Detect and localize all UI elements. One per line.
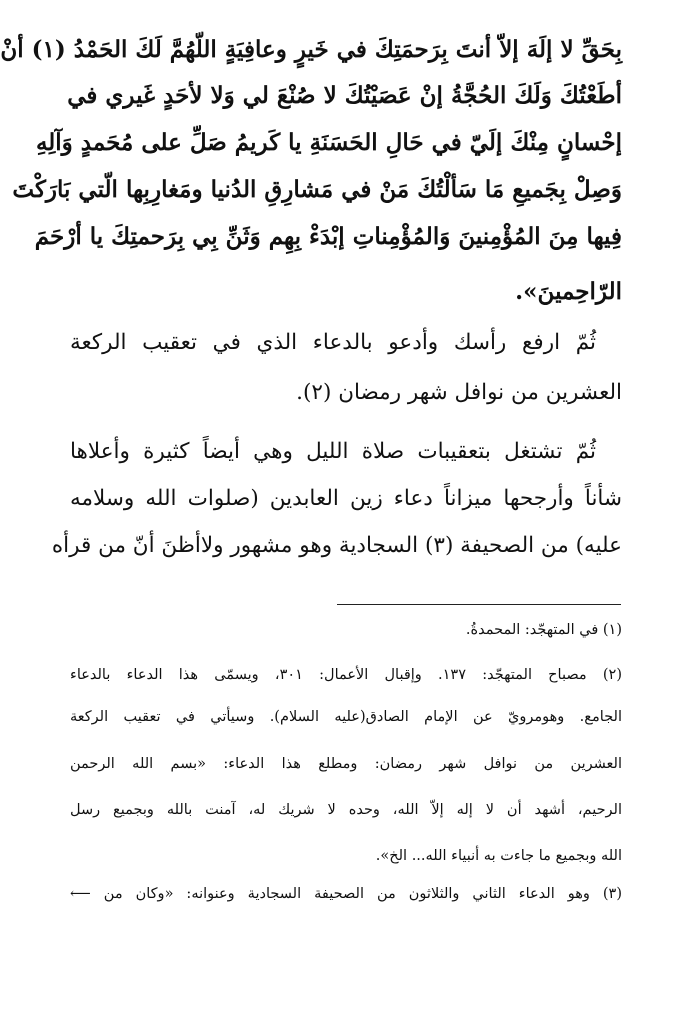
dua-line-1: بِحَقِّ لا إلَهَ إلاّ أنتَ بِرَحمَتِكَ في خَيرٍ وعافِيَةٍ اللّهُمَّ لَكَ الحَمْدُ (١) أنْ: [0, 36, 622, 63]
paragraph-1-line-2: العشرين من نوافل شهر رمضان (٢).: [296, 380, 622, 405]
paragraph-2-line-2: شأناً وأرجحها ميزاناً دعاء زين العابدين (صلوات الله وسلامه: [70, 486, 622, 511]
footnote-2-line-2: الجامع. وهومرويّ عن الإمام الصادق(عليه السلام). وسيأتي في تعقيب الركعة: [70, 709, 622, 725]
footnote-2-line-3: العشرين من نوافل شهر رمضان: ومطلع هذا الدعاء: «بسم الله الرحمن: [70, 756, 622, 772]
paragraph-2-line-3: عليه) من الصحيفة (٣) السجادية وهو مشهور ولاأظنَ أنّ من قرأه: [51, 533, 622, 558]
dua-line-4: وَصِلْ بِجَميعِ مَا سَألْتُكَ مَنْ في مَشارِقِ الدُنيا ومَغارِبِها الّتي بَارَكْتَ: [12, 176, 622, 203]
paragraph-1-line-1: ثُمّ ارفع رأسك وأدعو بالدعاء الذي في تعقيب الركعة: [70, 330, 596, 355]
paragraph-2-line-1: ثُمّ تشتغل بتعقيبات صلاة الليل وهي أيضاً كثيرة وأعلاها: [70, 439, 596, 464]
footnote-1: (١) في المتهجّد: المحمدةُ.: [465, 622, 622, 638]
dua-line-5: فِيها مِنَ المُؤْمِنينَ وَالمُؤْمِناتِ إبْدَءْ بِهِم وَثَنِّ بِي بِرَحمتِكَ يا أرْحَمَ: [34, 223, 622, 250]
dua-line-3: إحْسانٍ مِنْكَ إلَيّ في حَالِ الحَسَنَةِ يا كَريمُ صَلِّ على مُحَمدٍ وَآلِهِ: [35, 129, 622, 156]
footnote-2-line-4: الرحيم، أشهد أن لا إله إلاّ الله، وحده لا شريك له، آمنت بالله وبجميع رسل: [70, 802, 622, 818]
footnote-2-line-5: الله وبجميع ما جاءت به أنبياء الله... الخ».: [375, 848, 622, 864]
dua-line-2: أطَعْتُكَ وَلَكَ الحُجَّةُ إنْ عَصَيْتُكَ لا صُنْعَ لي وَلا لأحَدٍ غَيري في: [67, 82, 622, 109]
footnote-3: (٣) وهو الدعاء الثاني والثلاثون من الصحيفة السجادية وعنوانه: «وكان من ⟵: [70, 886, 622, 902]
dua-line-6: الرّاحِمينَ».: [515, 278, 622, 305]
footnote-separator: [337, 604, 621, 605]
footnote-2-line-1: (٢) مصباح المتهجّد: ١٣٧. وإقبال الأعمال: ٣٠١، ويسمّى هذا الدعاء بالدعاء: [70, 667, 622, 683]
